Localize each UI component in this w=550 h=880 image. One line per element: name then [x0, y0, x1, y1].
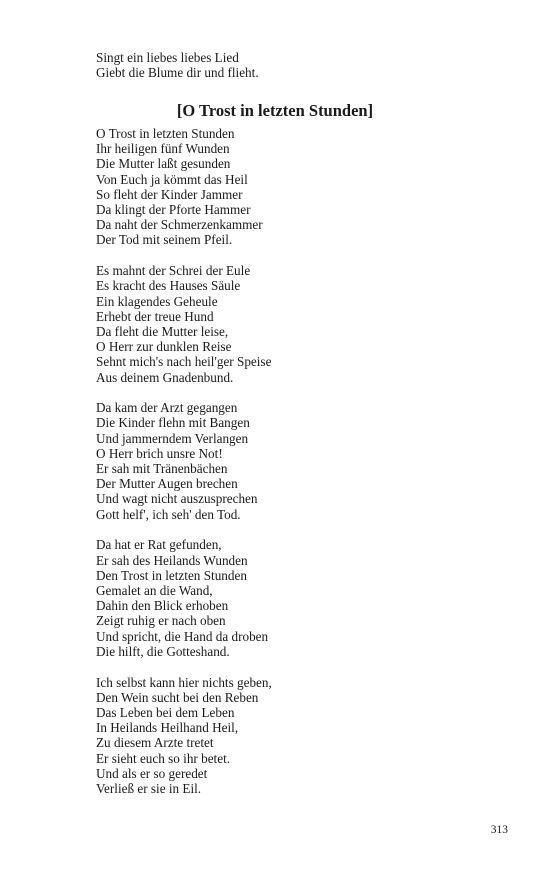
poem-line: Er sah mit Tränenbächen: [96, 461, 228, 477]
stanza-4: [96, 537, 476, 659]
poem-line: Und spricht, die Hand da droben: [96, 628, 269, 644]
poem-line: Die Kinder flehn mit Bangen: [96, 415, 250, 431]
poem-title: [O Trost in letzten Stunden]: [176, 101, 374, 120]
stanza-3: [96, 400, 476, 522]
poem-line: Zeigt ruhig er nach oben: [96, 613, 226, 629]
poem-line: Es kracht des Hauses Säule: [96, 278, 241, 294]
poem-line: Verließ er sie in Eil.: [96, 780, 202, 796]
poem-line: Zu diesem Arzte tretet: [96, 735, 214, 751]
poem-line: Die Mutter laßt gesunden: [96, 156, 231, 172]
poem-line: Und jammerndem Verlangen: [96, 430, 249, 446]
previous-poem-ending: [96, 50, 476, 80]
poem-line: Da naht der Schmerzenkammer: [96, 217, 263, 233]
poem-line: Er sah des Heilands Wunden: [96, 552, 248, 568]
poem-line: Die hilft, die Gotteshand.: [96, 643, 230, 659]
poem-line: Und wagt nicht auszusprechen: [96, 491, 258, 507]
page-number: 313: [490, 824, 508, 836]
poem-line: Und als er so geredet: [96, 765, 208, 781]
poem-line: Da kam der Arzt gegangen: [96, 400, 238, 416]
poem-line: Der Mutter Augen brechen: [96, 476, 238, 492]
poem-line: O Trost in letzten Stunden: [96, 126, 235, 141]
poem-line: Ihr heiligen fünf Wunden: [96, 141, 230, 157]
stanza-2: [96, 263, 476, 385]
poem-line: Singt ein liebes liebes Lied: [96, 50, 239, 65]
poem-line: Ein klagendes Geheule: [96, 293, 218, 309]
poem-line: Den Trost in letzten Stunden: [96, 567, 247, 583]
poem-line: Das Leben bei dem Leben: [96, 704, 235, 720]
poem-line: O Herr brich unsre Not!: [96, 445, 223, 461]
poem-line: Gemalet an die Wand,: [96, 582, 213, 598]
poem-line: Gott helf', ich seh' den Tod.: [96, 506, 241, 522]
stanza-1: [96, 126, 476, 248]
poem-line: Den Wein sucht bei den Reben: [96, 689, 259, 705]
poem-line: Es mahnt der Schrei der Eule: [96, 263, 251, 279]
poem-line: Giebt die Blume dir und flieht.: [96, 65, 259, 81]
poem-line: Dahin den Blick erhoben: [96, 598, 229, 614]
poem-line: Von Euch ja kömmt das Heil: [96, 171, 248, 187]
poem-line: Ich selbst kann hier nichts geben,: [96, 674, 272, 690]
poem-line: Aus deinem Gnadenbund.: [96, 369, 234, 385]
poem-line: Er sieht euch so ihr betet.: [96, 750, 231, 766]
poem-line: Da klingt der Pforte Hammer: [96, 202, 251, 218]
poem-line: O Herr zur dunklen Reise: [96, 339, 232, 355]
poem-line: Da fleht die Mutter leise,: [96, 323, 229, 339]
stanza-5: [96, 675, 476, 797]
poem-line: Erhebt der treue Hund: [96, 308, 214, 324]
poem-line: Sehnt mich's nach heil'ger Speise: [96, 354, 272, 370]
poem-line: In Heilands Heilhand Heil,: [96, 720, 239, 736]
poem-line: Da hat er Rat gefunden,: [96, 537, 222, 553]
poem-body: [96, 126, 476, 796]
poem-line: So fleht der Kinder Jammer: [96, 186, 243, 202]
poem-line: Der Tod mit seinem Pfeil.: [96, 232, 233, 248]
